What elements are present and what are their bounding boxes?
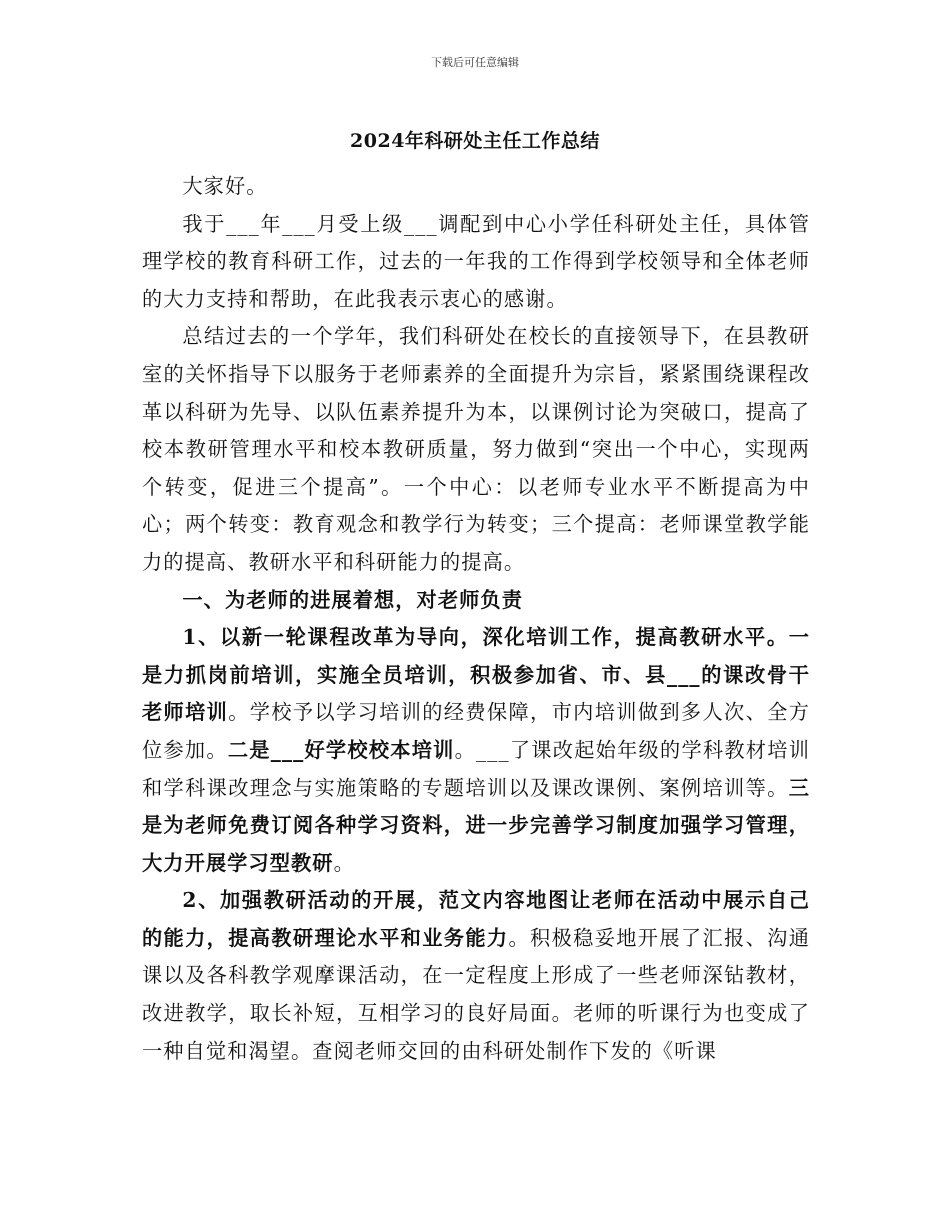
item-1-text-b: 。___了课改起始年级的学科教材培训和学科课改理念与实施策略的专题培训以及课改课例、案例培训等。 xyxy=(142,737,811,800)
greeting-paragraph: 大家好。 xyxy=(182,174,268,198)
item-1-text-a: 。学校予以学习培训的经费保障，市内培训做到多人次、全方位参加。 xyxy=(142,700,811,762)
document-body xyxy=(142,168,810,1070)
paragraph-intro: 我于___年___月受上级___调配到中心小学任科研处主任，具体管理学校的教育科研工作，过去的一年我的工作得到学校领导和全体老师的大力支持和帮助，在此我表示衷心的感谢。 xyxy=(142,211,810,311)
item-1-text-c: 。 xyxy=(333,850,355,875)
item-1-bold-b: 二是___好学校校本培训 xyxy=(227,737,455,762)
item-2-text-a: 。积极稳妥地开展了汇报、沟通课以及各科教学观摩课活动，在一定程度上形成了一些老师深钻教材，改进教学，取长补短，互相学习的良好局面。老师的听课行为也变成了一种自觉和渴望。查阅老师交回的由科研处制作下发的《听课 xyxy=(142,925,810,1063)
paragraph-item-1 xyxy=(142,619,810,882)
item-2-bold-a: 2、加强教研活动的开展，范文内容地图让老师在活动中展示自己的能力，提高教研理论水平和业务能力 xyxy=(142,888,810,950)
paragraph-summary: 总结过去的一个学年，我们科研处在校长的直接领导下，在县教研室的关怀指导下以服务于老师素养的全面提升为宗旨，紧紧围绕课程改革以科研为先导、以队伍素养提升为本，以课例讨论为突破口，提高了校本教研管理水平和校本教研质量，努力做到“突出一个中心，实现两个转变，促进三个提高”。一个中心：以老师专业水平不断提高为中心；两个转变：教育观念和教学行为转变；三个提高：老师课堂教学能力的提高、教研水平和科研能力的提高。 xyxy=(142,324,810,574)
header-note: 下载后可任意编辑 xyxy=(431,56,519,69)
item-1-bold-a: 1、以新一轮课程改革为导向，深化培训工作，提高教研水平。一是力抓岗前培训，实施全员培训，积极参加省、市、县___的课改骨干老师培训 xyxy=(142,625,810,725)
item-1-bold-c: 三是为老师免费订阅各种学习资料，进一步完善学习制度加强学习管理，大力开展学习型教研 xyxy=(142,775,810,875)
page-title: 2024年科研处主任工作总结 xyxy=(350,130,600,152)
paragraph-item-2 xyxy=(142,882,810,1070)
section-heading: 一、为老师的进展着想，对老师负责 xyxy=(182,587,523,612)
